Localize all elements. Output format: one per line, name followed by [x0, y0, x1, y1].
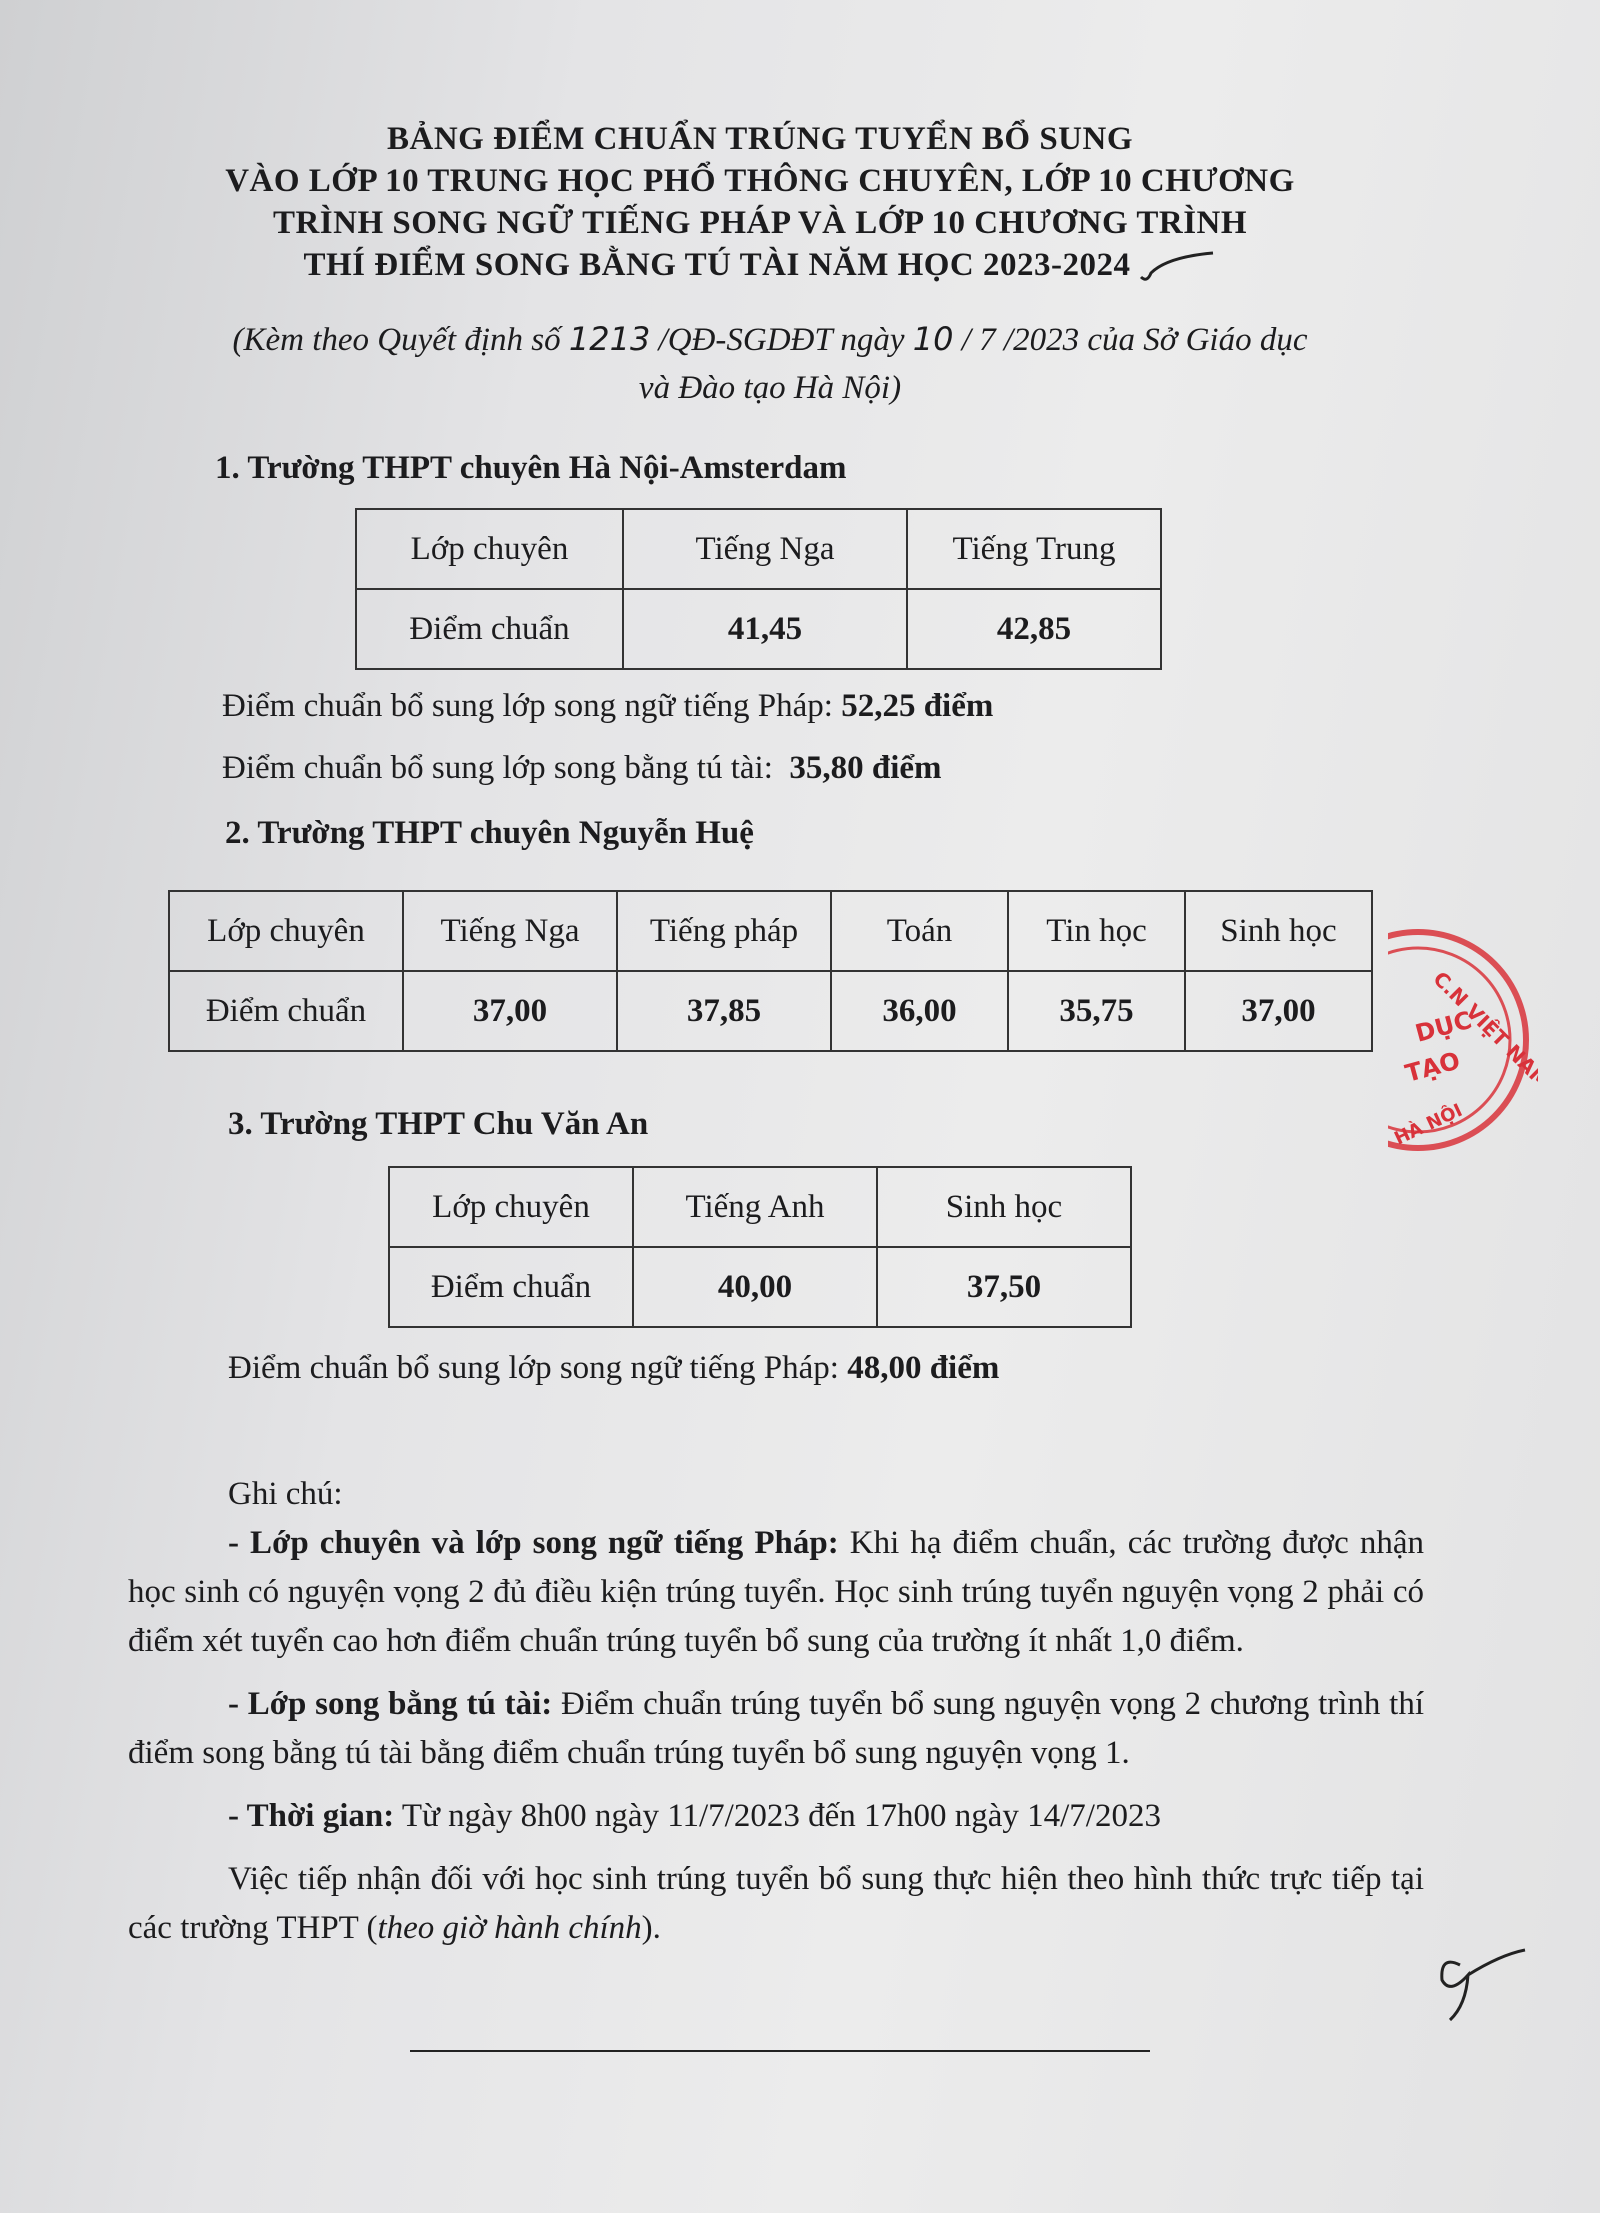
- svg-text:HÀ NỘI: HÀ NỘI: [1391, 1099, 1466, 1150]
- note-closing: Việc tiếp nhận đối với học sinh trúng tuyển bổ sung thực hiện theo hình thức trực tiếp tại các trường THPT (theo giờ hành chính).: [128, 1861, 1424, 1946]
- title-line-4: [140, 244, 1380, 287]
- notes-label: Ghi chú:: [228, 1476, 343, 1512]
- closing-divider: [410, 2050, 1150, 2052]
- score-cell: 40,00: [633, 1247, 877, 1327]
- row-label: Điểm chuẩn: [169, 971, 403, 1051]
- table-row: [169, 891, 1372, 971]
- score-cell: 37,00: [403, 971, 617, 1051]
- score-cell: 35,75: [1008, 971, 1185, 1051]
- table-row: [389, 1247, 1131, 1327]
- score-cell: 37,50: [877, 1247, 1131, 1327]
- table-row: [356, 509, 1161, 589]
- note-item-1: - Lớp chuyên và lớp song ngữ tiếng Pháp: Khi hạ điểm chuẩn, các trường được nhận học sinh có nguyện vọng 2 đủ điều kiện trúng tuyển. Học sinh trúng tuyển nguyện vọng 2 phải có điểm xét tuyển cao hơn điểm chuẩn trúng tuyển bổ sung của trường ít nhất 1,0 điểm.: [128, 1525, 1424, 1659]
- score-cell: 42,85: [907, 589, 1161, 669]
- subject-cell: Tiếng Nga: [623, 509, 907, 589]
- subject-cell: Sinh học: [1185, 891, 1372, 971]
- subject-cell: Tin học: [1008, 891, 1185, 971]
- school-3-french-bilingual-cutoff: Điểm chuẩn bổ sung lớp song ngữ tiếng Pháp: 48,00 điểm: [228, 1350, 1000, 1386]
- note-item-2: - Lớp song bằng tú tài: Điểm chuẩn trúng tuyển bổ sung nguyện vọng 2 chương trình thí điểm song bằng tú tài bằng điểm chuẩn trúng tuyển bổ sung nguyện vọng 1.: [128, 1686, 1424, 1771]
- school-1-score-table: [355, 508, 1162, 670]
- school-3-heading: 3. Trường THPT Chu Văn An: [228, 1106, 649, 1142]
- subject-cell: Tiếng Anh: [633, 1167, 877, 1247]
- handwritten-checkmark-icon: [1137, 247, 1217, 287]
- row-label: Lớp chuyên: [169, 891, 403, 971]
- svg-text:C.N VIỆT NAM: C.N VIỆT NAM: [1428, 966, 1538, 1094]
- score-cell: 36,00: [831, 971, 1008, 1051]
- subject-cell: Tiếng Trung: [907, 509, 1161, 589]
- school-1-heading: 1. Trường THPT chuyên Hà Nội-Amsterdam: [215, 450, 847, 486]
- handwritten-decision-number: 1213: [568, 320, 651, 358]
- table-row: [389, 1167, 1131, 1247]
- school-1-french-bilingual-cutoff: Điểm chuẩn bổ sung lớp song ngữ tiếng Pháp: 52,25 điểm: [222, 688, 994, 724]
- row-label: Điểm chuẩn: [356, 589, 623, 669]
- svg-text:TẠO: TẠO: [1402, 1046, 1464, 1088]
- school-2-score-table: [168, 890, 1373, 1052]
- seal-icon: [1388, 920, 1538, 1160]
- subtitle-line-2: và Đào tạo Hà Nội): [638, 370, 902, 406]
- subject-cell: Tiếng pháp: [617, 891, 831, 971]
- handwritten-initial-icon: [1420, 1935, 1530, 2025]
- score-cell: 37,00: [1185, 971, 1372, 1051]
- title-line-3: TRÌNH SONG NGỮ TIẾNG PHÁP VÀ LỚP 10 CHƯƠNG TRÌNH: [272, 205, 1248, 241]
- notes-section: [128, 1470, 1424, 1953]
- note-item-3: - Thời gian: Từ ngày 8h00 ngày 11/7/2023 đến 17h00 ngày 14/7/2023: [228, 1798, 1161, 1834]
- school-1-baccalaureate-cutoff: Điểm chuẩn bổ sung lớp song bằng tú tài: 35,80 điểm: [222, 750, 942, 786]
- score-cell: 37,85: [617, 971, 831, 1051]
- title-line-4-text: THÍ ĐIỂM SONG BẰNG TÚ TÀI NĂM HỌC 2023-2024: [303, 247, 1131, 283]
- row-label: Điểm chuẩn: [389, 1247, 633, 1327]
- document-subtitle: [100, 315, 1440, 412]
- subject-cell: Toán: [831, 891, 1008, 971]
- subject-cell: Sinh học: [877, 1167, 1131, 1247]
- subject-cell: Tiếng Nga: [403, 891, 617, 971]
- svg-text:DỤC: DỤC: [1412, 1005, 1475, 1048]
- subtitle-line-1: (Kèm theo Quyết định số 1213 /QĐ-SGDĐT ngày 10 / 7 /2023 của Sở Giáo dục: [232, 320, 1308, 358]
- title-line-1: BẢNG ĐIỂM CHUẨN TRÚNG TUYỂN BỔ SUNG: [386, 121, 1134, 157]
- school-3-score-table: [388, 1166, 1132, 1328]
- table-row: [356, 589, 1161, 669]
- row-label: Lớp chuyên: [389, 1167, 633, 1247]
- handwritten-day: 10: [912, 320, 954, 358]
- document-title: [140, 118, 1380, 287]
- score-cell: 41,45: [623, 589, 907, 669]
- title-line-2: VÀO LỚP 10 TRUNG HỌC PHỔ THÔNG CHUYÊN, LỚP 10 CHƯƠNG: [225, 163, 1295, 199]
- official-stamp: [1388, 920, 1538, 1160]
- row-label: Lớp chuyên: [356, 509, 623, 589]
- school-2-heading: 2. Trường THPT chuyên Nguyễn Huệ: [225, 815, 754, 851]
- table-row: [169, 971, 1372, 1051]
